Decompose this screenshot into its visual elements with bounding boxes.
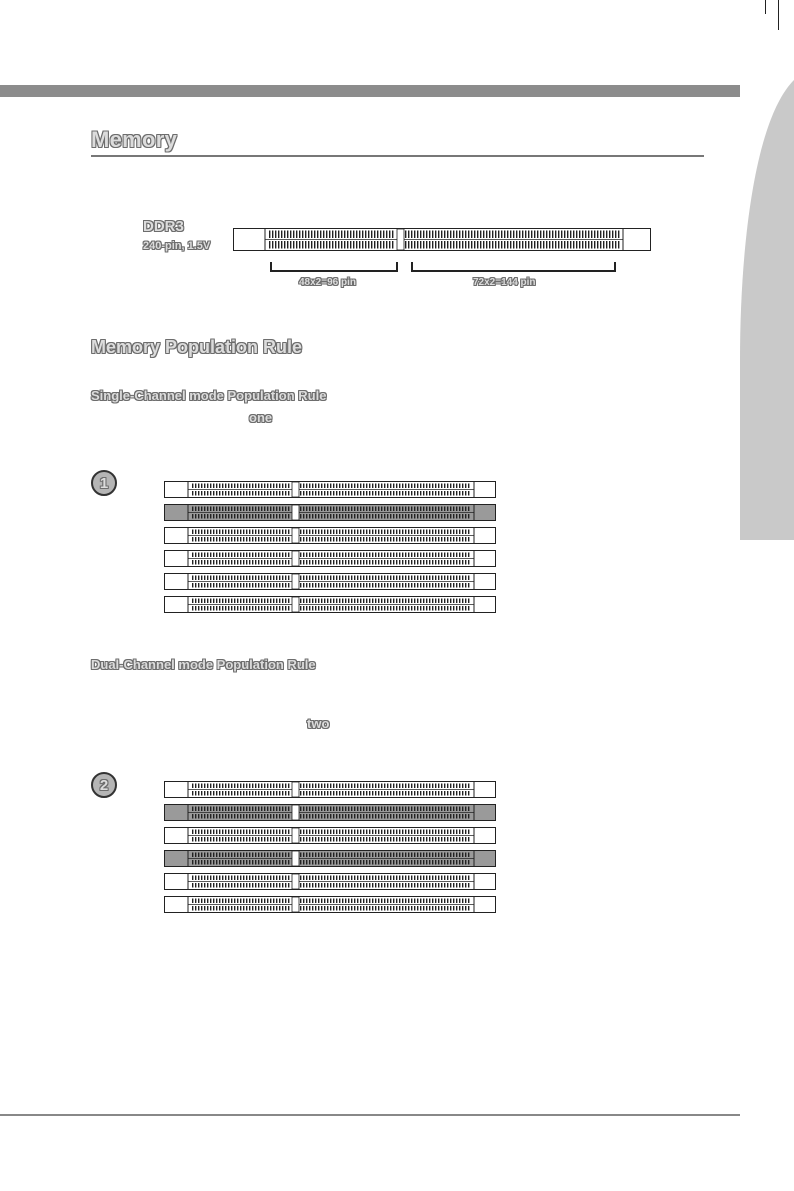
dual-channel-heading: Dual-Channel mode Population Rule (91, 657, 316, 672)
dual-slot-1-empty (164, 781, 496, 798)
single-slot-3-empty (164, 527, 496, 544)
population-rule-heading: Memory Population Rule (91, 337, 303, 357)
chapter-side-tab (734, 0, 794, 1191)
dual-slot-5-empty (164, 873, 496, 890)
dual-channel-emphasis: two (307, 716, 330, 731)
footer-rule (0, 1114, 740, 1116)
single-slot-5-empty (164, 573, 496, 590)
dual-slot-6-empty (164, 896, 496, 913)
dual-slot-3-empty (164, 827, 496, 844)
single-slot-6-empty (164, 596, 496, 613)
dual-slot-4-installed (164, 850, 496, 867)
ddr-type-label: DDR3 (143, 218, 184, 235)
single-slot-1-empty (164, 481, 496, 498)
header-band (0, 85, 740, 97)
single-channel-emphasis: one (249, 410, 273, 425)
title-underline (91, 155, 704, 157)
figure-number-2: 2 (91, 772, 117, 798)
dual-slot-2-installed (164, 804, 496, 821)
pin-bracket-right (411, 262, 616, 272)
single-channel-heading: Single-Channel mode Population Rule (91, 388, 327, 403)
pin-bracket-left (270, 262, 398, 272)
single-slot-4-empty (164, 550, 496, 567)
pin-count-left: 48x2=96 pin (299, 277, 356, 288)
ddr-spec-label: 240-pin, 1.5V (143, 240, 211, 252)
pin-count-right: 72x2=144 pin (473, 277, 536, 288)
single-slot-2-installed (164, 504, 496, 521)
page-title: Memory (91, 127, 178, 152)
figure-number-1: 1 (91, 470, 117, 496)
ddr3-module-diagram (233, 228, 651, 251)
